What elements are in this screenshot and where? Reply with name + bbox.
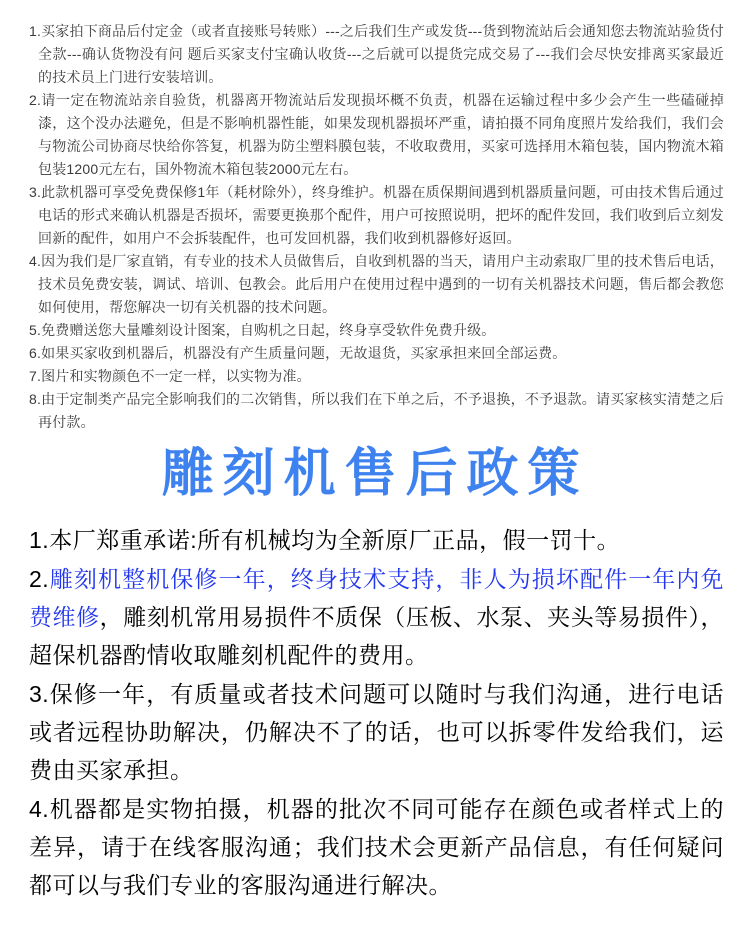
policy-text-highlight: 雕刻机整机保修一年，终身技术支持，非人为损坏配件一年内免费维修 [29,566,724,630]
purchase-note-item [29,388,724,434]
note-text: 由于定制类产品完全影响我们的二次销售，所以我们在下单之后，不予退换，不予退款。请买家核实清楚之后再付款。 [38,391,724,430]
policy-list-section [0,516,750,929]
policy-text: 机器都是实物拍摄，机器的批次不同可能存在颜色或者样式上的差异，请于在线客服沟通；我们技术会更新产品信息，有任何疑问都可以与我们专业的客服沟通进行解决。 [29,796,724,898]
policy-item [29,521,724,559]
note-number: 2. [29,92,42,108]
note-number: 6. [29,345,42,361]
policy-item [29,560,724,674]
note-number: 7. [29,368,42,384]
policy-item [29,790,724,904]
policy-number: 1. [29,527,50,553]
policy-number: 2. [29,566,50,592]
purchase-notes-section [0,0,750,434]
policy-number: 4. [29,796,50,822]
note-number: 4. [29,253,42,269]
note-number: 8. [29,391,42,407]
purchase-note-item [29,181,724,250]
page-title: 雕刻机售后政策 [161,445,589,503]
policy-item [29,675,724,789]
note-text: 免费赠送您大量雕刻设计图案，自购机之日起，终身享受软件免费升级。 [41,322,496,338]
note-text: 因为我们是厂家直销，有专业的技术人员做售后，自收到机器的当天，请用户主动索取厂里的技术售后电话，技术员免费安装，调试、培训、包教会。此后用户在使用过程中遇到的一切有关机器技术问题，售后都会教您如何使用，帮您解决一切有关机器的技术问题。 [38,253,724,315]
policy-text: ，雕刻机常用易损件不质保（压板、水泵、夹头等易损件），超保机器酌情收取雕刻机配件的费用。 [29,604,725,668]
note-number: 1. [29,23,42,39]
purchase-note-item [29,89,724,181]
purchase-note-item [29,20,724,89]
note-text: 如果买家收到机器后，机器没有产生质量问题，无故退货，买家承担来回全部运费。 [41,345,567,361]
policy-text: 本厂郑重承诺:所有机械均为全新原厂正品，假一罚十。 [49,527,621,553]
purchase-note-item [29,319,724,342]
note-number: 5. [29,322,42,338]
note-text: 图片和实物颜色不一定一样，以实物为准。 [41,368,311,384]
policy-text: 保修一年，有质量或者技术问题可以随时与我们沟通，进行电话或者远程协助解决，仍解决不了的话，也可以拆零件发给我们，运费由买家承担。 [29,681,724,783]
note-text: 请一定在物流站亲自验货，机器离开物流站后发现损坏概不负责，机器在运输过程中多少会产生一些磕碰掉漆，这个没办法避免，但是不影响机器性能，如果发现机器损坏严重，请拍摄不同角度照片发给我们，我们会与物流公司协商尽快给你答复，机器为防尘塑料膜包装，不收取费用，买家可选择用木箱包装，国内物流木箱包装1200元左右，国外物流木箱包装2000元左右。 [38,92,724,177]
note-text: 买家拍下商品后付定金（或者直接账号转账）---之后我们生产或发货---货到物流站后会通知您去物流站验货付全款---确认货物没有问 题后买家支付宝确认收货---之后就可以提货完成交易了---我们会尽快安排离买家最近的技术员上门进行安装培训。 [38,23,724,85]
purchase-note-item [29,342,724,365]
note-number: 3. [29,184,42,200]
purchase-note-item [29,250,724,319]
note-text: 此款机器可享受免费保修1年（耗材除外），终身维护。机器在质保期间遇到机器质量问题，可由技术售后通过电话的形式来确认机器是否损坏，需要更换那个配件，用户可按照说明，把坏的配件发回，我们收到后立刻发回新的配件，如用户不会拆装配件，也可发回机器，我们收到机器修好返回。 [38,184,724,246]
policy-number: 3. [29,681,50,707]
purchase-note-item [29,365,724,388]
